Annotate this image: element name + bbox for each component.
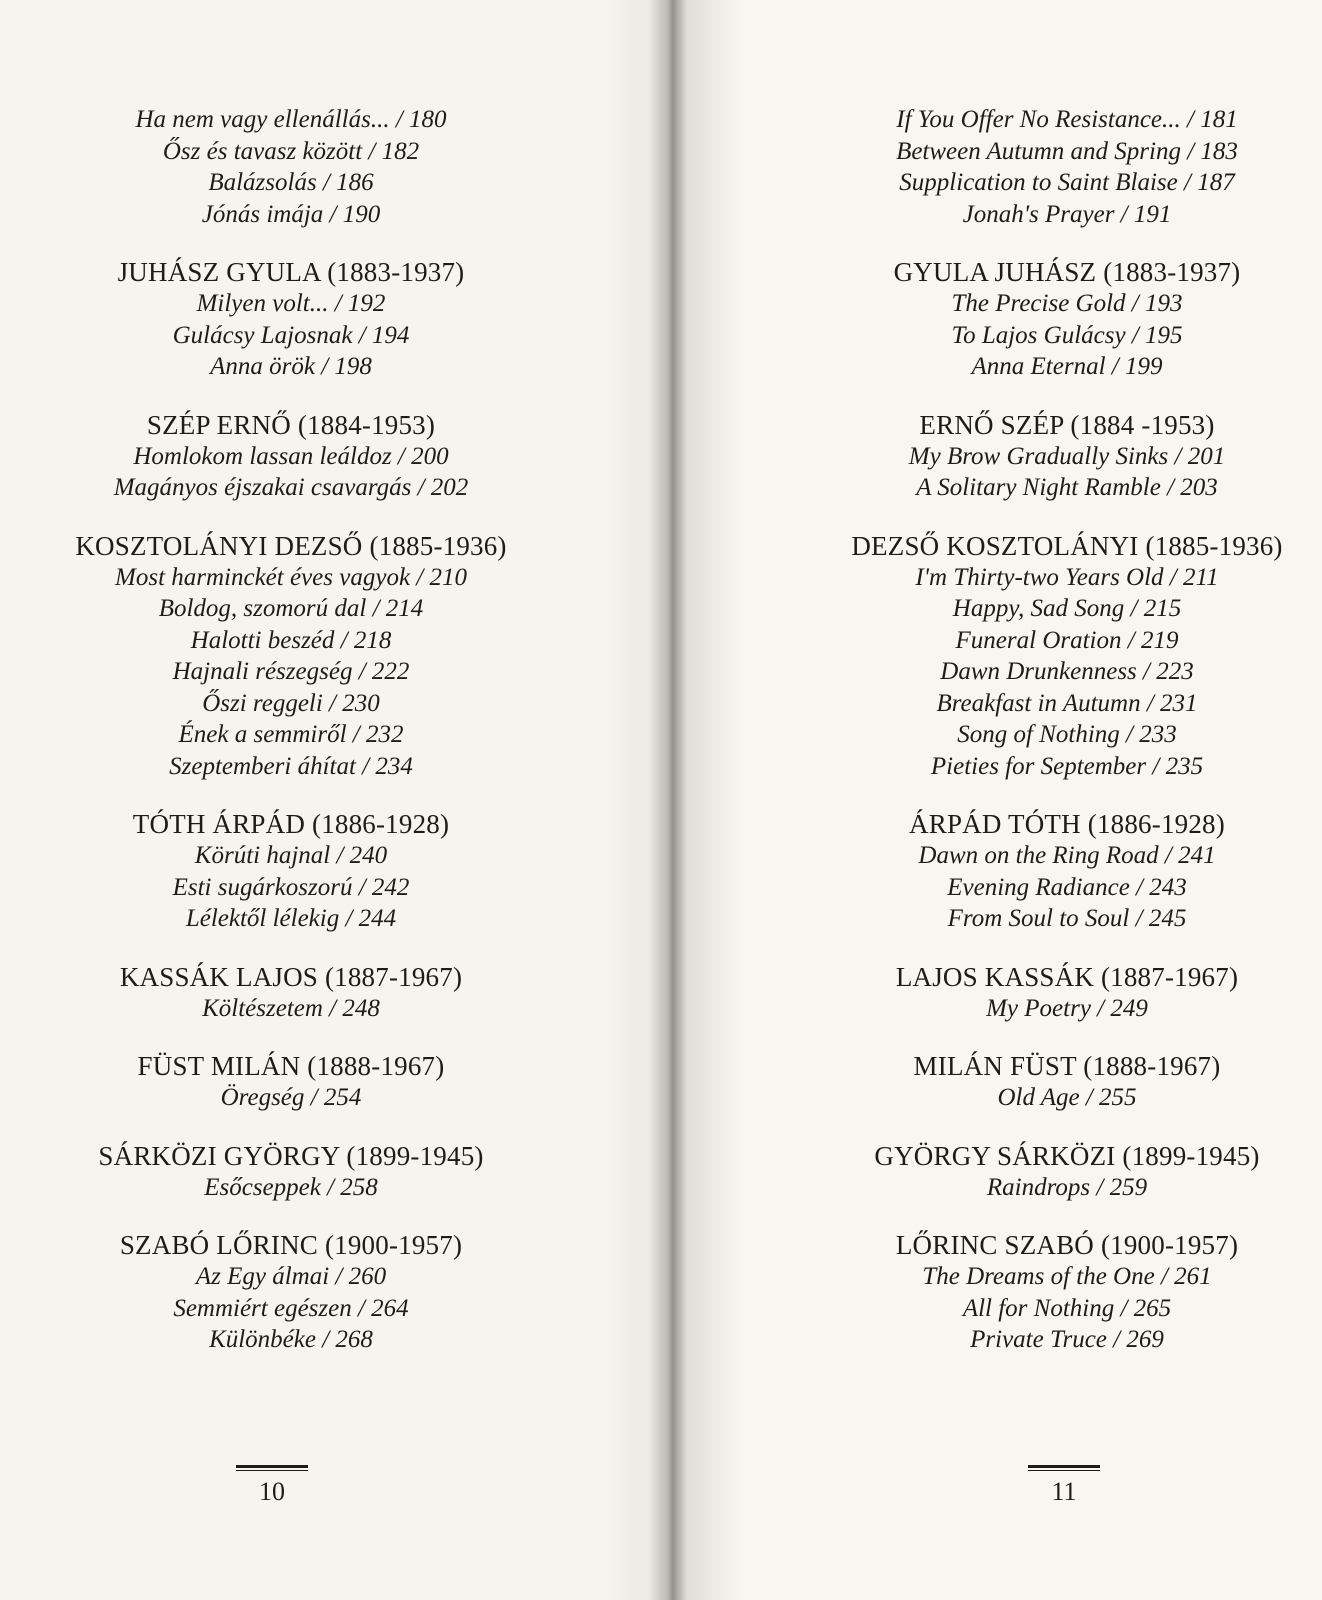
author-heading: ERNŐ SZÉP (1884 -1953) bbox=[919, 409, 1215, 440]
poem-entry: Supplication to Saint Blaise / 187 bbox=[899, 169, 1235, 196]
poem-entry: Pieties for September / 235 bbox=[930, 752, 1204, 780]
poem-entry: Jónás imája / 190 bbox=[201, 200, 381, 228]
poem-entry: Raindrops / 259 bbox=[986, 1173, 1148, 1201]
toc-block bbox=[30, 104, 552, 230]
poem-entry: Breakfast in Autumn / 231 bbox=[936, 689, 1198, 717]
poem-entry: The Dreams of the One / 261 bbox=[922, 1263, 1212, 1290]
poem-entry: A Solitary Night Ramble / 203 bbox=[916, 474, 1218, 501]
poem-entry: The Precise Gold / 193 bbox=[951, 290, 1183, 317]
poem-entry: If You Offer No Resistance... / 181 bbox=[896, 106, 1238, 133]
poem-entry: Esti sugárkoszorú / 242 bbox=[172, 873, 410, 901]
poem-entry: Gulácsy Lajosnak / 194 bbox=[172, 321, 410, 349]
author-heading: DEZSŐ KOSZTOLÁNYI (1885-1936) bbox=[851, 530, 1283, 561]
poem-entry: Most harminckét éves vagyok / 210 bbox=[115, 563, 467, 591]
author-heading: GYÖRGY SÁRKÖZI (1899-1945) bbox=[874, 1140, 1260, 1171]
poem-entry: To Lajos Gulácsy / 195 bbox=[951, 321, 1183, 349]
toc-right bbox=[662, 104, 1322, 1382]
author-heading: JUHÁSZ GYULA (1883-1937) bbox=[117, 257, 465, 287]
author-heading: FÜST MILÁN (1888-1967) bbox=[137, 1051, 445, 1081]
poem-entry: Különbéke / 268 bbox=[209, 1326, 373, 1353]
poem-entry: Balázsolás / 186 bbox=[208, 169, 374, 196]
poem-entry: Ha nem vagy ellenállás... / 180 bbox=[135, 106, 447, 133]
toc-block bbox=[30, 1229, 552, 1356]
poem-entry: Between Autumn and Spring / 183 bbox=[896, 137, 1238, 165]
poem-entry: Evening Radiance / 243 bbox=[947, 873, 1187, 901]
poem-entry: Homlokom lassan leáldoz / 200 bbox=[133, 442, 449, 470]
author-heading: SZÉP ERNŐ (1884-1953) bbox=[146, 409, 436, 440]
poem-entry: I'm Thirty-two Years Old / 211 bbox=[915, 563, 1219, 591]
author-heading: ÁRPÁD TÓTH (1886-1928) bbox=[909, 809, 1225, 839]
poem-entry: My Brow Gradually Sinks / 201 bbox=[908, 442, 1226, 470]
page-number: 10 bbox=[259, 1477, 285, 1506]
poem-entry: Boldog, szomorú dal / 214 bbox=[158, 595, 424, 622]
toc-block bbox=[822, 256, 1312, 383]
page-number: 11 bbox=[1051, 1477, 1077, 1506]
poem-entry: Happy, Sad Song / 215 bbox=[952, 595, 1182, 622]
toc-block bbox=[822, 530, 1312, 783]
toc-block bbox=[822, 961, 1312, 1025]
poem-entry: Anna Eternal / 199 bbox=[971, 353, 1163, 380]
poem-entry: Old Age / 255 bbox=[997, 1084, 1137, 1111]
toc-block bbox=[822, 808, 1312, 935]
poem-entry: Jonah's Prayer / 191 bbox=[962, 200, 1172, 228]
author-heading: MILÁN FÜST (1888-1967) bbox=[913, 1051, 1221, 1081]
poem-entry: Szeptemberi áhítat / 234 bbox=[169, 752, 413, 780]
poem-entry: Ének a semmiről / 232 bbox=[178, 721, 404, 748]
poem-entry: Halotti beszéd / 218 bbox=[190, 626, 392, 654]
toc-block bbox=[30, 409, 552, 504]
toc-block bbox=[822, 409, 1312, 504]
toc-block bbox=[30, 1140, 552, 1204]
author-heading: TÓTH ÁRPÁD (1886-1928) bbox=[132, 809, 450, 839]
poem-entry: Dawn Drunkenness / 223 bbox=[940, 658, 1194, 685]
poem-entry: Dawn on the Ring Road / 241 bbox=[918, 842, 1216, 869]
toc-block bbox=[30, 961, 552, 1025]
poem-entry: Song of Nothing / 233 bbox=[957, 721, 1177, 748]
author-heading: LAJOS KASSÁK (1887-1967) bbox=[895, 961, 1239, 992]
poem-entry: Esőcseppek / 258 bbox=[204, 1173, 378, 1201]
poem-entry: Private Truce / 269 bbox=[970, 1326, 1164, 1353]
toc-left bbox=[0, 104, 662, 1382]
toc-block bbox=[822, 104, 1312, 230]
author-heading: LŐRINC SZABÓ (1900-1957) bbox=[895, 1230, 1239, 1260]
toc-block bbox=[822, 1140, 1312, 1204]
poem-entry: Őszi reggeli / 230 bbox=[202, 689, 380, 717]
poem-entry: All for Nothing / 265 bbox=[962, 1294, 1172, 1322]
page-number-rule bbox=[1028, 1465, 1100, 1471]
poem-entry: Az Egy álmai / 260 bbox=[195, 1263, 387, 1290]
poem-entry: Körúti hajnal / 240 bbox=[194, 842, 388, 869]
author-heading: KOSZTOLÁNYI DEZSŐ (1885-1936) bbox=[75, 530, 507, 561]
poem-entry: Költészetem / 248 bbox=[202, 994, 380, 1022]
page-number-left bbox=[232, 1465, 312, 1507]
author-heading: SZABÓ LŐRINC (1900-1957) bbox=[119, 1230, 463, 1260]
author-heading: GYULA JUHÁSZ (1883-1937) bbox=[893, 257, 1241, 287]
toc-block bbox=[822, 1229, 1312, 1356]
poem-entry: Hajnali részegség / 222 bbox=[172, 658, 410, 685]
right-page bbox=[662, 0, 1322, 1600]
page-number-rule bbox=[236, 1465, 308, 1471]
poem-entry: Ősz és tavasz között / 182 bbox=[162, 137, 420, 165]
toc-block bbox=[30, 808, 552, 935]
toc-block bbox=[822, 1050, 1312, 1114]
poem-entry: Milyen volt... / 192 bbox=[196, 290, 386, 317]
poem-entry: Funeral Oration / 219 bbox=[955, 626, 1179, 654]
page-number-right bbox=[1024, 1465, 1104, 1507]
poem-entry: Öregség / 254 bbox=[220, 1084, 362, 1111]
poem-entry: From Soul to Soul / 245 bbox=[947, 905, 1187, 932]
toc-block bbox=[30, 256, 552, 383]
poem-entry: Magányos éjszakai csavargás / 202 bbox=[113, 474, 469, 501]
poem-entry: Anna örök / 198 bbox=[210, 353, 372, 380]
author-heading: SÁRKÖZI GYÖRGY (1899-1945) bbox=[98, 1140, 484, 1171]
author-heading: KASSÁK LAJOS (1887-1967) bbox=[119, 961, 463, 992]
poem-entry: My Poetry / 249 bbox=[986, 994, 1148, 1022]
poem-entry: Lélektől lélekig / 244 bbox=[185, 905, 397, 932]
poem-entry: Semmiért egészen / 264 bbox=[173, 1294, 409, 1322]
toc-block bbox=[30, 1050, 552, 1114]
toc-block bbox=[30, 530, 552, 783]
